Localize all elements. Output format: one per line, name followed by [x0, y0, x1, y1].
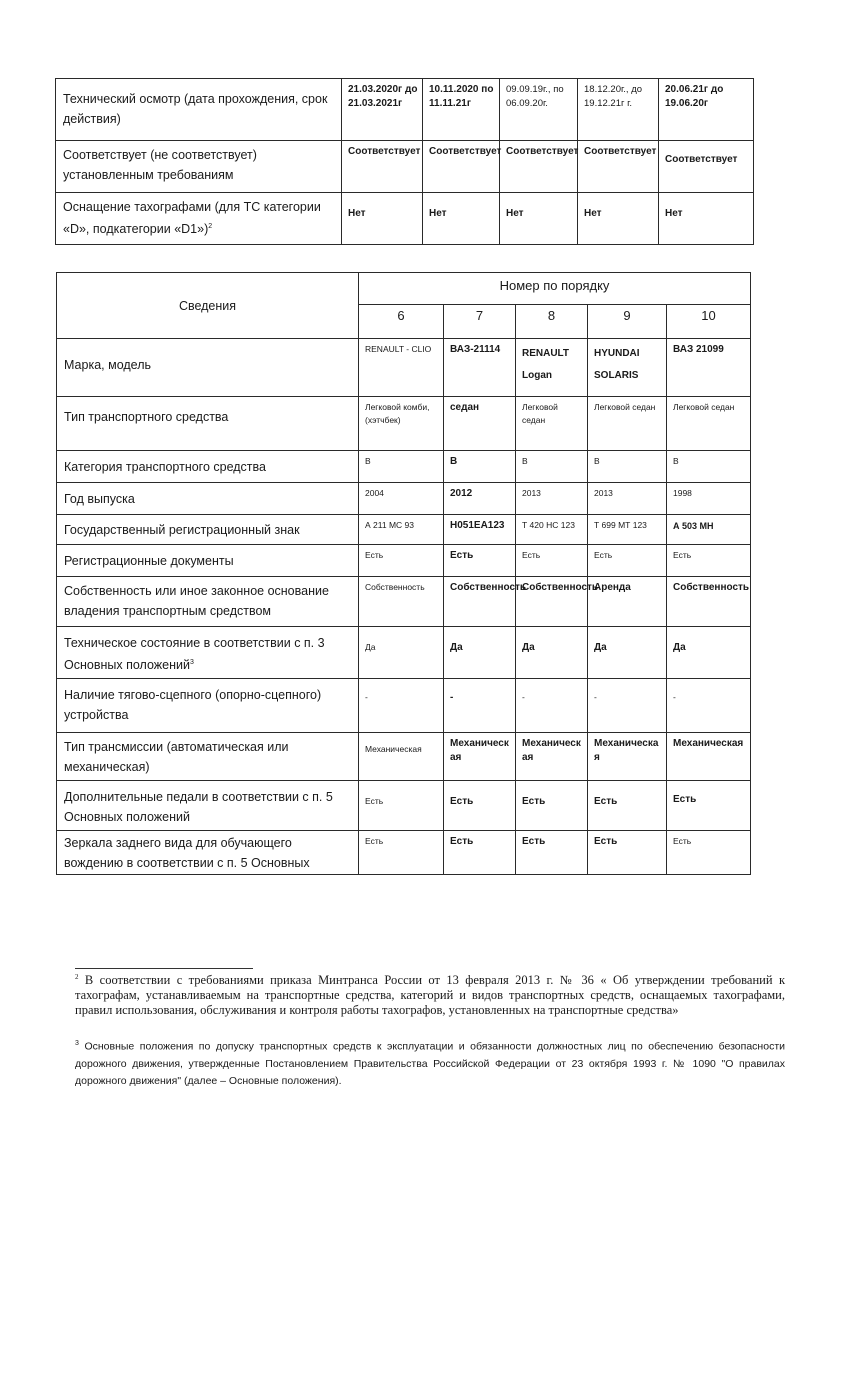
- cell: -: [444, 679, 516, 733]
- table-row: [57, 577, 751, 627]
- footnote-text: Основные положения по допуску транспортных средств к эксплуатации и обязанности должностных лиц по обеспечению безопасности дорожного движения, утвержденные Постановлением Правительства Российской Федерации от 23 октября 1993 г. № 1090 "О правилах дорожного движения" (далее – Основные положения).: [75, 1040, 785, 1087]
- cell: седан: [444, 397, 516, 451]
- cell: Да: [667, 627, 751, 679]
- cell: HYUNDAI SOLARIS: [588, 339, 667, 397]
- cell: Есть: [516, 545, 588, 577]
- row-label: Марка, модель: [57, 339, 359, 397]
- cell: 20.06.21г до 19.06.20г: [659, 79, 754, 141]
- cell: Есть: [588, 545, 667, 577]
- cell: Да: [444, 627, 516, 679]
- table-header-row: [57, 273, 751, 305]
- footnote-mark: 2: [208, 223, 213, 230]
- cell: Соответствует: [578, 141, 659, 193]
- cell: Нет: [342, 193, 423, 245]
- table-row: [56, 141, 754, 193]
- label-text: Оснащение тахографами (для ТС категории «D», подкатегории «D1»): [63, 200, 321, 237]
- cell: Есть: [667, 831, 751, 875]
- footnote-2: [75, 970, 785, 1018]
- cell: В: [588, 451, 667, 483]
- cell: 21.03.2020г до 21.03.2021г: [342, 79, 423, 141]
- cell: В: [359, 451, 444, 483]
- cell: Нет: [659, 193, 754, 245]
- table-row: [57, 451, 751, 483]
- cell: Есть: [444, 781, 516, 831]
- cell: 1998: [667, 483, 751, 515]
- cell: Есть: [444, 831, 516, 875]
- cell: Механическая: [667, 733, 751, 781]
- cell: 09.09.19г., по 06.09.20г.: [500, 79, 578, 141]
- table-row: [57, 339, 751, 397]
- cell: Механическая: [516, 733, 588, 781]
- cell: В: [444, 451, 516, 483]
- cell: Легковой седан: [667, 397, 751, 451]
- cell: Есть: [444, 545, 516, 577]
- cell: Собственность: [667, 577, 751, 627]
- column-header-svedeniya: Сведения: [57, 273, 359, 339]
- cell: Есть: [667, 545, 751, 577]
- table-row: [57, 831, 751, 875]
- column-number: 10: [667, 305, 751, 339]
- footnote-3: [75, 1035, 785, 1090]
- row-label: Тип трансмиссии (автоматическая или механическая): [57, 733, 359, 781]
- cell: -: [516, 679, 588, 733]
- cell: Соответствует: [342, 141, 423, 193]
- group-header: Номер по порядку: [359, 273, 751, 305]
- cell: Т 699 МТ 123: [588, 515, 667, 545]
- row-label: [57, 627, 359, 679]
- label-text: Техническое состояние в соответствии с п. 3 Основных положений: [64, 636, 325, 673]
- cell: 2012: [444, 483, 516, 515]
- row-label: Регистрационные документы: [57, 545, 359, 577]
- cell: Соответствует: [500, 141, 578, 193]
- cell: Собственность: [359, 577, 444, 627]
- column-number: 9: [588, 305, 667, 339]
- table-row: [57, 679, 751, 733]
- footnote-mark: 3: [189, 659, 194, 666]
- row-label: Год выпуска: [57, 483, 359, 515]
- cell: Легковой седан: [516, 397, 588, 451]
- cell: Есть: [359, 545, 444, 577]
- cell: 2004: [359, 483, 444, 515]
- footnote-separator: [75, 968, 253, 969]
- cell: RENAULT Logan: [516, 339, 588, 397]
- column-number: 8: [516, 305, 588, 339]
- cell: ВАЗ-21114: [444, 339, 516, 397]
- cell: Да: [359, 627, 444, 679]
- table-row: [57, 733, 751, 781]
- cell: Нет: [578, 193, 659, 245]
- cell: В: [667, 451, 751, 483]
- cell: -: [667, 679, 751, 733]
- cell: Нет: [500, 193, 578, 245]
- table-row: [57, 781, 751, 831]
- vehicle-table: [56, 272, 751, 875]
- row-label: Тип транспортного средства: [57, 397, 359, 451]
- cell: -: [588, 679, 667, 733]
- cell: Нет: [423, 193, 500, 245]
- cell: Механическая: [588, 733, 667, 781]
- table-row: [57, 483, 751, 515]
- cell: Механическая: [359, 733, 444, 781]
- cell: Есть: [359, 781, 444, 831]
- footnote-mark: 2: [75, 973, 79, 981]
- cell: Соответствует: [659, 141, 754, 193]
- cell: А 211 МС 93: [359, 515, 444, 545]
- table-row: [57, 515, 751, 545]
- cell: Есть: [516, 781, 588, 831]
- column-number: 6: [359, 305, 444, 339]
- cell: Есть: [588, 831, 667, 875]
- cell: 2013: [516, 483, 588, 515]
- cell: 10.11.2020 по 11.11.21г: [423, 79, 500, 141]
- cell: Легковой седан: [588, 397, 667, 451]
- cell: Да: [588, 627, 667, 679]
- cell: Н051ЕА123: [444, 515, 516, 545]
- row-label: Государственный регистрационный знак: [57, 515, 359, 545]
- row-label: Соответствует (не соответствует) установленным требованиям: [56, 141, 342, 193]
- cell: 18.12.20г., до 19.12.21г г.: [578, 79, 659, 141]
- inspection-table: [55, 78, 754, 245]
- cell: Да: [516, 627, 588, 679]
- row-label: [56, 193, 342, 245]
- table-row: [57, 545, 751, 577]
- table-row: [57, 627, 751, 679]
- row-label: Дополнительные педали в соответствии с п. 5 Основных положений: [57, 781, 359, 831]
- cell: Собственность: [516, 577, 588, 627]
- cell: Есть: [667, 781, 751, 831]
- table-row: [57, 397, 751, 451]
- cell: 2013: [588, 483, 667, 515]
- column-number: 7: [444, 305, 516, 339]
- row-label: Наличие тягово-сцепного (опорно-сцепного) устройства: [57, 679, 359, 733]
- cell: ВАЗ 21099: [667, 339, 751, 397]
- cell: Есть: [516, 831, 588, 875]
- row-label: Технический осмотр (дата прохождения, срок действия): [56, 79, 342, 141]
- cell: Механическая: [444, 733, 516, 781]
- cell: А 503 МН: [667, 515, 751, 545]
- cell: Аренда: [588, 577, 667, 627]
- table-row: [56, 193, 754, 245]
- cell: Легковой комби, (хэтчбек): [359, 397, 444, 451]
- cell: Соответствует: [423, 141, 500, 193]
- cell: RENAULT - CLIO: [359, 339, 444, 397]
- footnote-text: В соответствии с требованиями приказа Минтранса России от 13 февраля 2013 г. № 36 « Об утверждении требований к тахографам, устанавливаемым на транспортные средства, категорий и видов транспортных средств, оснащаемых тахографами, правил использования, обслуживания и контроля работы тахографов, установленных на транспортные средства»: [75, 973, 786, 1018]
- cell: Собственность: [444, 577, 516, 627]
- row-label: Зеркала заднего вида для обучающего вождению в соответствии с п. 5 Основных: [57, 831, 359, 875]
- row-label: Категория транспортного средства: [57, 451, 359, 483]
- cell: Есть: [359, 831, 444, 875]
- cell: -: [359, 679, 444, 733]
- row-label: Собственность или иное законное основание владения транспортным средством: [57, 577, 359, 627]
- cell: Т 420 НС 123: [516, 515, 588, 545]
- cell: Есть: [588, 781, 667, 831]
- cell: В: [516, 451, 588, 483]
- table-row: [56, 79, 754, 141]
- footnote-mark: 3: [75, 1040, 79, 1047]
